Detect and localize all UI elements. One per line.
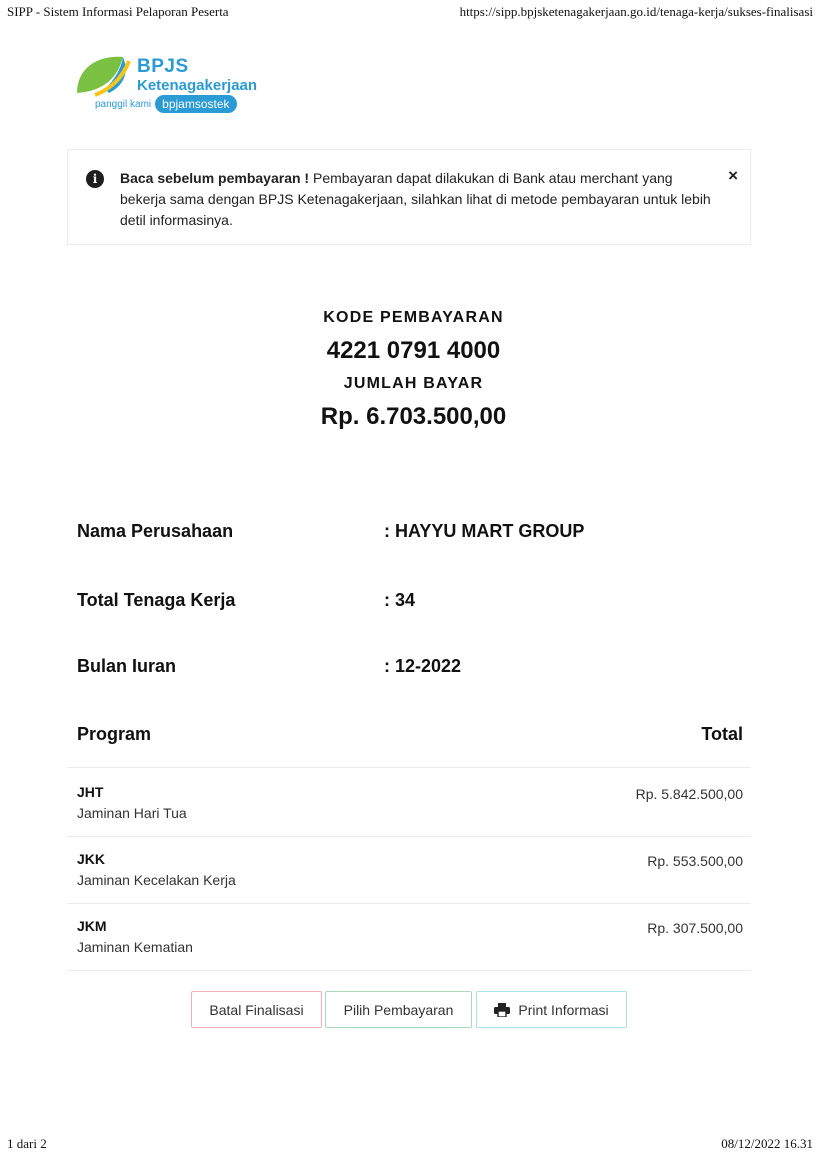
logo-brand: BPJS	[137, 56, 189, 77]
detail-row-bulan-iuran	[77, 656, 757, 682]
table-divider	[67, 970, 751, 971]
tagline-text: panggil kami	[95, 98, 152, 110]
leaf-logo-icon	[75, 53, 135, 97]
alert-title: Baca sebelum pembayaran !	[120, 170, 310, 186]
info-icon: i	[86, 170, 104, 188]
table-divider	[67, 903, 751, 904]
print-informasi-label: Print Informasi	[518, 1001, 609, 1018]
program-name: Jaminan Kematian	[77, 939, 193, 955]
program-amount: Rp. 5.842.500,00	[635, 786, 743, 802]
kode-pembayaran-label: KODE PEMBAYARAN	[323, 309, 504, 326]
print-header	[0, 4, 827, 20]
table-row	[77, 784, 743, 828]
jumlah-bayar-value: Rp. 6.703.500,00	[320, 403, 507, 430]
page-indicator: 1 dari 2	[7, 1136, 47, 1151]
detail-label: Total Tenaga Kerja	[77, 590, 236, 610]
detail-row-total-tenaga-kerja	[77, 590, 757, 616]
batal-finalisasi-label: Batal Finalisasi	[209, 1001, 304, 1018]
detail-label: Bulan Iuran	[77, 656, 177, 676]
program-name: Jaminan Hari Tua	[77, 805, 187, 821]
detail-value: : HAYYU MART GROUP	[384, 521, 585, 541]
print-timestamp: 08/12/2022 16.31	[721, 1136, 813, 1151]
program-name: Jaminan Kecelakan Kerja	[77, 872, 236, 888]
program-code: JKM	[77, 918, 107, 934]
pilih-pembayaran-label: Pilih Pembayaran	[343, 1001, 454, 1018]
alert-message	[120, 168, 720, 231]
print-informasi-button[interactable]	[476, 991, 627, 1028]
print-footer	[0, 1136, 827, 1152]
table-row	[77, 918, 743, 962]
print-header-url: https://sipp.bpjsketenagakerjaan.go.id/tenaga-kerja/sukses-finalisasi	[459, 4, 813, 19]
tagline-pill: bpjamsostek	[155, 95, 236, 113]
program-table-header	[77, 724, 743, 745]
detail-value: : 12-2022	[384, 656, 462, 676]
table-divider	[67, 767, 751, 768]
kode-pembayaran-value: 4221 0791 4000	[326, 337, 501, 364]
logo-tagline	[95, 95, 237, 113]
program-code: JKK	[77, 851, 106, 867]
detail-row-nama-perusahaan	[77, 521, 757, 547]
table-row	[77, 851, 743, 895]
logo-subtitle: Ketenagakerjaan	[137, 77, 258, 94]
program-code: JHT	[77, 784, 104, 800]
printer-icon	[494, 1003, 510, 1017]
table-divider	[67, 836, 751, 837]
jumlah-bayar-label: JUMLAH BAYAR	[343, 375, 484, 392]
close-icon[interactable]: ×	[728, 166, 738, 185]
payment-info-alert	[67, 149, 751, 245]
program-header: Program	[77, 724, 152, 744]
detail-value: : 34	[384, 590, 416, 610]
alert-body: Pembayaran dapat dilakukan di Bank atau merchant yang bekerja sama dengan BPJS Ketenagakerjaan, silahkan lihat di metode pembayaran untuk lebih detil informasinya.	[120, 170, 711, 228]
program-amount: Rp. 553.500,00	[647, 853, 743, 869]
pilih-pembayaran-button[interactable]	[325, 991, 472, 1028]
batal-finalisasi-button[interactable]	[191, 991, 322, 1028]
print-header-title: SIPP - Sistem Informasi Pelaporan Peserta	[7, 4, 229, 19]
total-header: Total	[701, 724, 743, 744]
bpjs-logo	[75, 53, 275, 117]
detail-label: Nama Perusahaan	[77, 521, 234, 541]
program-amount: Rp. 307.500,00	[647, 920, 743, 936]
